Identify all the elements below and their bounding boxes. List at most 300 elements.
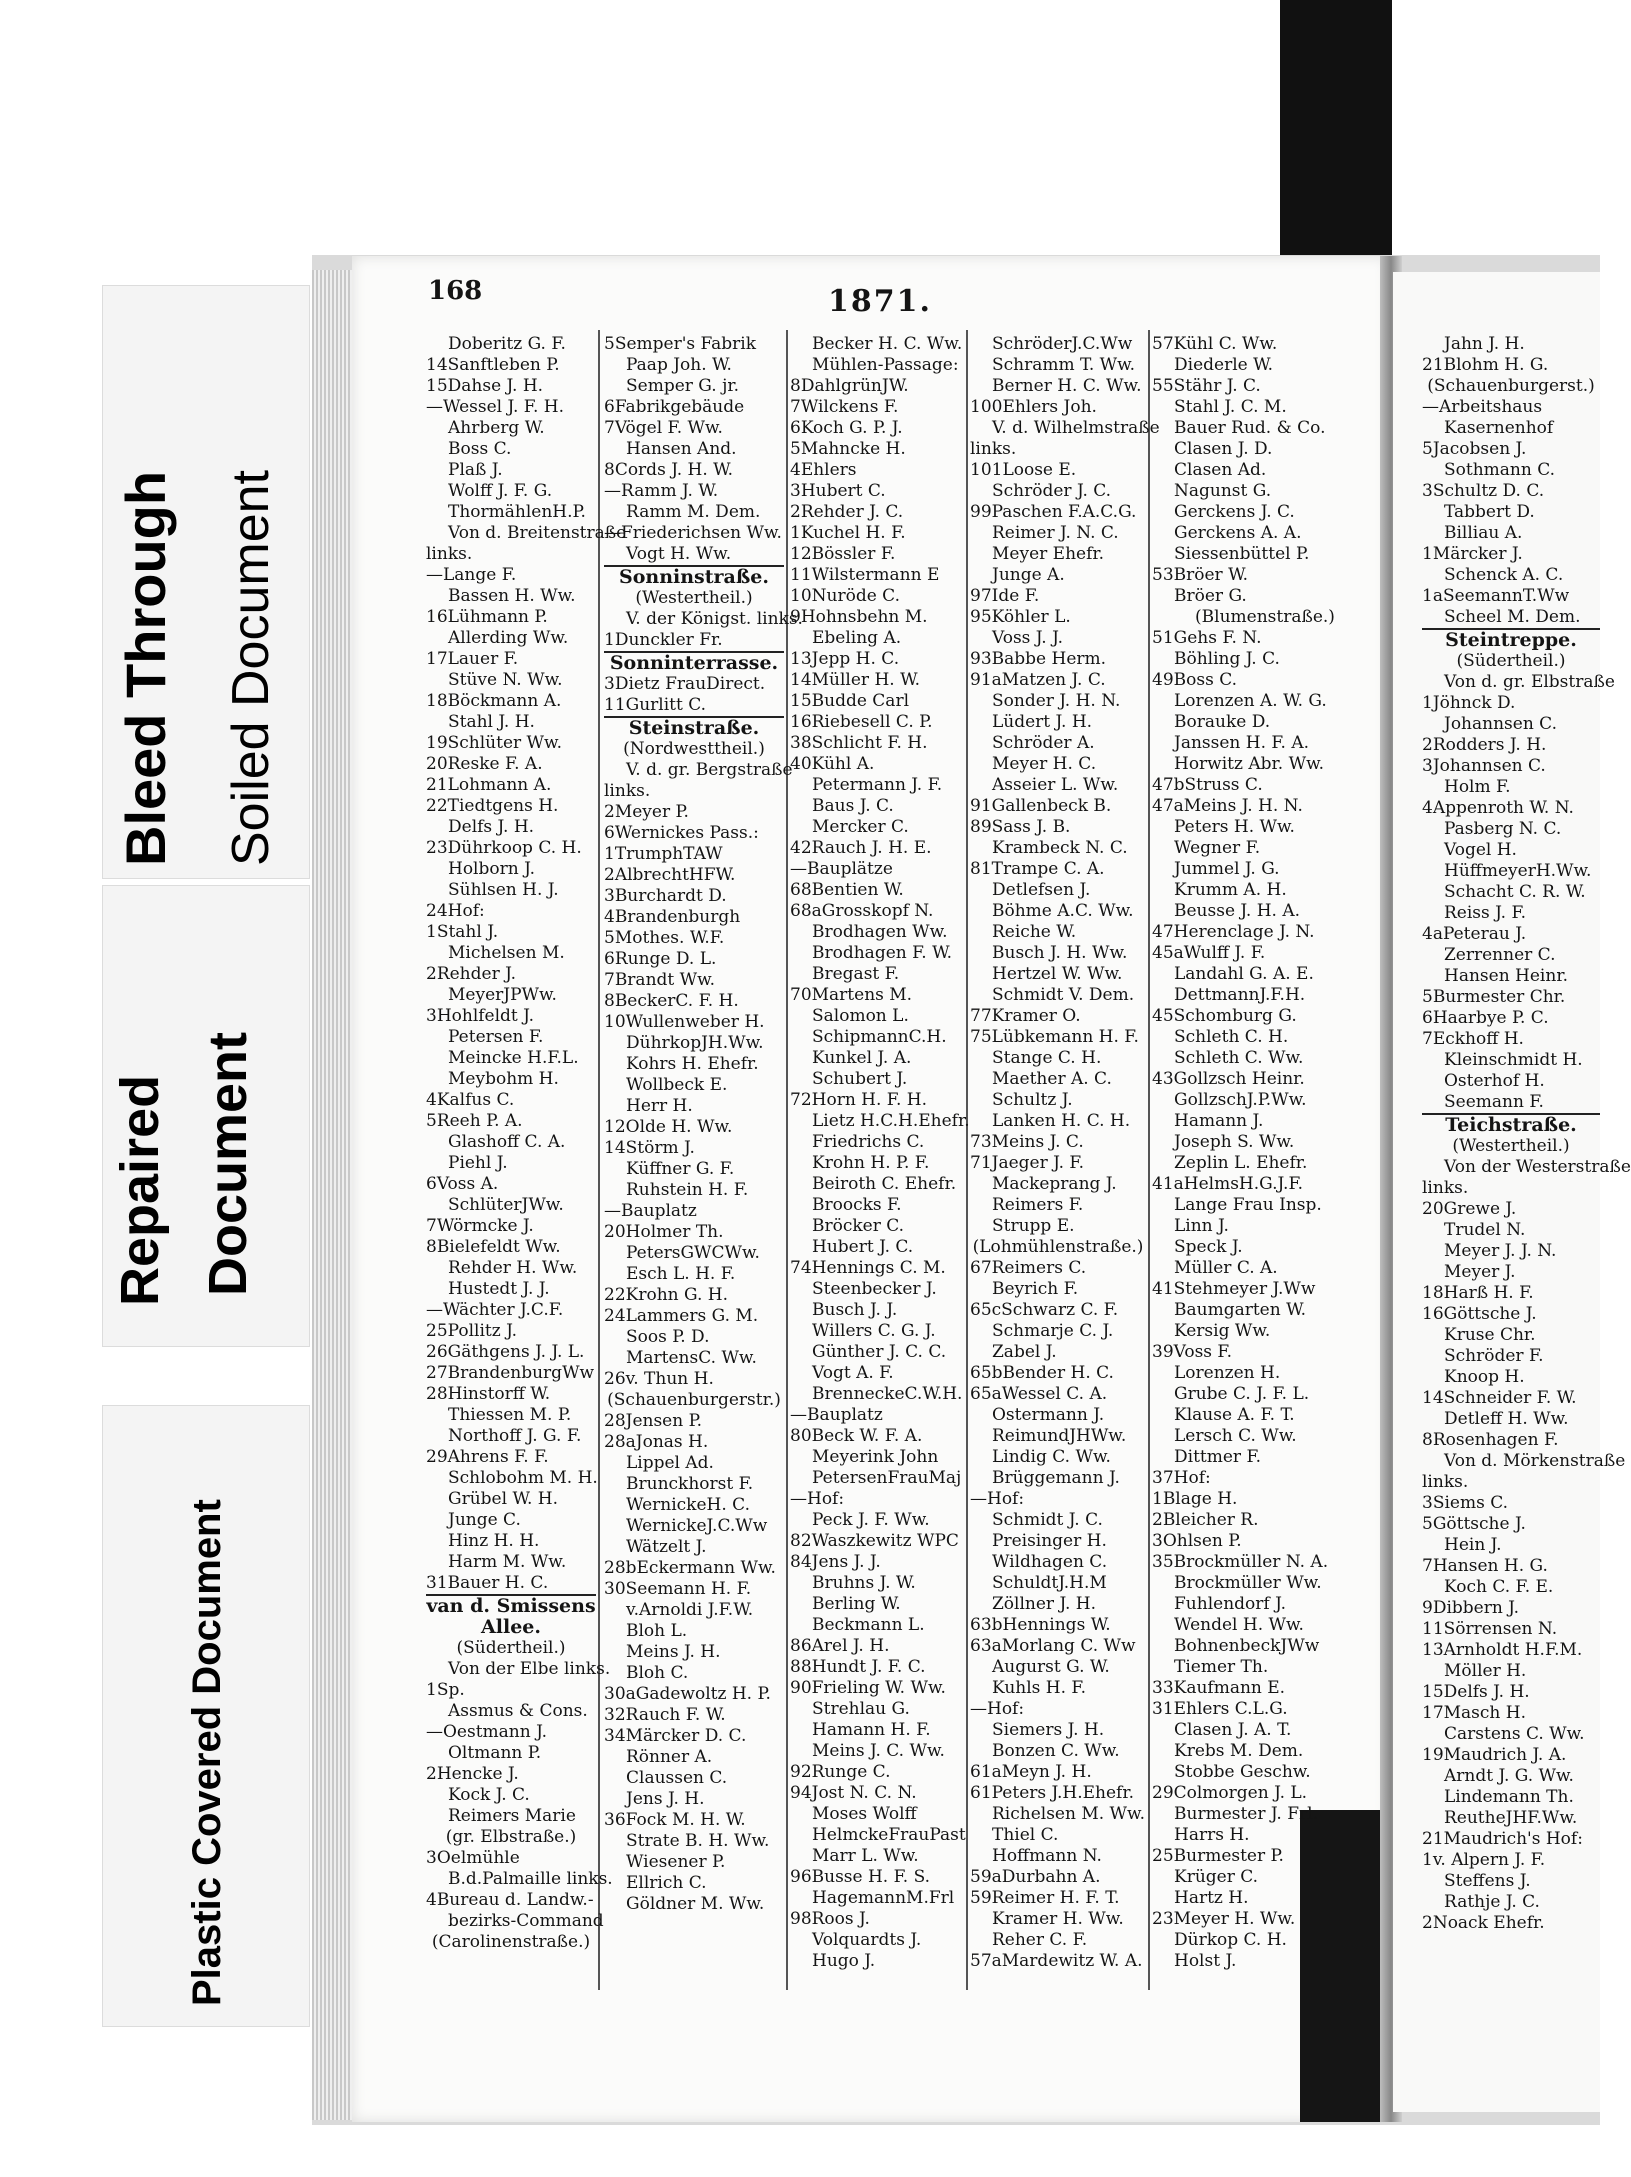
directory-entry: bezirks-Command xyxy=(448,1911,604,1931)
directory-entry: Kramer H. Ww. xyxy=(992,1909,1124,1929)
directory-entry: Schubert J. xyxy=(812,1069,908,1089)
directory-entry: 39Voss F. xyxy=(1152,1342,1232,1362)
directory-entry: V. der Königst. links. xyxy=(626,609,803,629)
directory-entry: 1aSeemannT.Ww xyxy=(1422,586,1570,606)
directory-entry: Bauer Rud. & Co. xyxy=(1174,418,1326,438)
directory-entry: 28Hinstorff W. xyxy=(426,1384,551,1404)
directory-entry: 101Loose E. xyxy=(970,460,1077,480)
column-divider xyxy=(1148,330,1150,1990)
directory-entry: 72Horn H. F. H. xyxy=(790,1090,927,1110)
directory-entry: Krüger C. xyxy=(1174,1867,1259,1887)
street-heading: Allee. xyxy=(481,1616,541,1638)
directory-entry: Holm F. xyxy=(1444,777,1511,797)
directory-entry: Strehlau G. xyxy=(812,1699,910,1719)
directory-entry: —Friederichsen Ww. xyxy=(604,523,782,543)
directory-entry: Stange C. H. xyxy=(992,1048,1102,1068)
directory-entry: Hinz H. H. xyxy=(448,1531,540,1551)
directory-entry: Reimers Marie xyxy=(448,1806,576,1826)
directory-entry: BrenneckeC.W.H. xyxy=(812,1384,963,1404)
directory-entry: Ebeling A. xyxy=(812,628,902,648)
directory-entry: —Hof: xyxy=(970,1699,1025,1719)
directory-entry: 3Schultz D. C. xyxy=(1422,481,1545,501)
directory-entry: 3Hubert C. xyxy=(790,481,886,501)
directory-entry: 65bBender H. C. xyxy=(970,1363,1114,1383)
directory-entry: links. xyxy=(426,544,473,564)
directory-entry: 9Hohnsbehn M. xyxy=(790,607,928,627)
directory-entry: Borauke D. xyxy=(1174,712,1271,732)
directory-entry: Holst J. xyxy=(1174,1951,1237,1971)
directory-entry: 95Köhler L. xyxy=(970,607,1071,627)
directory-entry: 7Wörmcke J. xyxy=(426,1216,534,1236)
directory-entry: Kohrs H. Ehefr. xyxy=(626,1054,759,1074)
directory-entry: 1Sp. xyxy=(426,1680,465,1700)
directory-entry: 55Stähr J. C. xyxy=(1152,376,1261,396)
directory-entry: Wolff J. F. G. xyxy=(448,481,553,501)
directory-entry: 31Ehlers C.L.G. xyxy=(1152,1699,1288,1719)
street-note: (Schauenburgerstr.) xyxy=(607,1390,781,1410)
directory-entry: 22Tiedtgens H. xyxy=(426,796,559,816)
directory-entry: 77Kramer O. xyxy=(970,1006,1081,1026)
directory-entry: 21Lohmann A. xyxy=(426,775,552,795)
directory-entry: 53Bröer W. xyxy=(1152,565,1248,585)
directory-entry: Preisinger H. xyxy=(992,1531,1107,1551)
directory-entry: ReutheJHF.Ww. xyxy=(1444,1808,1578,1828)
directory-entry: Von der Westerstraße xyxy=(1444,1157,1631,1177)
directory-entry: 32Rauch F. W. xyxy=(604,1705,726,1725)
directory-entry: Bruhns J. W. xyxy=(812,1573,916,1593)
directory-entry: PetersGWCWw. xyxy=(626,1243,760,1263)
plastic-covered-label: Plastic Covered Document xyxy=(185,1499,229,2006)
directory-entry: Tiemer Th. xyxy=(1174,1657,1269,1677)
directory-entry: ThormählenH.P. xyxy=(448,502,586,522)
directory-entry: Siessenbüttel P. xyxy=(1174,544,1310,564)
directory-entry: 28aJonas H. xyxy=(604,1432,709,1452)
directory-entry: 10Nuröde C. xyxy=(790,586,900,606)
directory-entry: MartensC. Ww. xyxy=(626,1348,757,1368)
directory-entry: 16Riebesell C. P. xyxy=(790,712,933,732)
directory-entry: 36Fock M. H. W. xyxy=(604,1810,746,1830)
directory-entry: Beusse J. H. A. xyxy=(1174,901,1301,921)
directory-entry: Thiessen M. P. xyxy=(448,1405,572,1425)
directory-entry: —Wächter J.C.F. xyxy=(426,1300,564,1320)
directory-entry: Salomon L. xyxy=(812,1006,909,1026)
directory-entry: ReimundJHWw. xyxy=(992,1426,1127,1446)
directory-entry: Böhling J. C. xyxy=(1174,649,1280,669)
directory-entry: 100Ehlers Joh. xyxy=(970,397,1097,417)
directory-entry: Thiel C. xyxy=(992,1825,1059,1845)
directory-entry: links. xyxy=(970,439,1017,459)
directory-column-3 xyxy=(790,334,970,1972)
street-note: (Westertheil.) xyxy=(1452,1136,1570,1156)
directory-entry: Semper G. jr. xyxy=(626,376,740,396)
directory-entry: 3Siems C. xyxy=(1422,1493,1509,1513)
label-strip-repaired xyxy=(102,885,310,1347)
directory-entry: 6Runge D. L. xyxy=(604,949,717,969)
directory-entry: 27BrandenburgWw xyxy=(426,1363,595,1383)
directory-entry: Volquardts J. xyxy=(812,1930,922,1950)
directory-entry: 99Paschen F.A.C.G. xyxy=(970,502,1137,522)
directory-entry: Stahl J. C. M. xyxy=(1174,397,1287,417)
directory-entry: Esch L. H. F. xyxy=(626,1264,736,1284)
directory-entry: Assmus & Cons. xyxy=(448,1701,588,1721)
directory-entry: Lippel Ad. xyxy=(626,1453,714,1473)
directory-entry: 41Stehmeyer J.Ww xyxy=(1152,1279,1316,1299)
directory-entry: 6Koch G. P. J. xyxy=(790,418,903,438)
directory-entry: Meins J. C. Ww. xyxy=(812,1741,945,1761)
directory-entry: Stahl J. H. xyxy=(448,712,535,732)
directory-entry: 57aMardewitz W. A. xyxy=(970,1951,1143,1971)
directory-entry: Bassen H. Ww. xyxy=(448,586,576,606)
directory-entry: BohnenbeckJWw xyxy=(1174,1636,1320,1656)
directory-entry: Reiche W. xyxy=(992,922,1077,942)
directory-entry: —Bauplatz xyxy=(604,1201,697,1221)
directory-entry: 5Semper's Fabrik xyxy=(604,334,757,354)
directory-entry: 1Stahl J. xyxy=(426,922,499,942)
directory-entry: 2Rodders J. H. xyxy=(1422,735,1547,755)
directory-entry: Hansen Heinr. xyxy=(1444,966,1568,986)
directory-entry: SchuldtJ.H.M xyxy=(992,1573,1107,1593)
directory-entry: 13Arnholdt H.F.M. xyxy=(1422,1640,1583,1660)
directory-entry: links. xyxy=(604,781,651,801)
directory-entry: Mercker C. xyxy=(812,817,909,837)
directory-entry: 82Waszkewitz WPC xyxy=(790,1531,959,1551)
directory-entry: Krambeck N. C. xyxy=(992,838,1128,858)
directory-entry: DührkopJH.Ww. xyxy=(626,1033,764,1053)
directory-entry: 2AlbrechtHFW. xyxy=(604,865,736,885)
directory-entry: Lorenzen A. W. G. xyxy=(1174,691,1327,711)
directory-entry: Kleinschmidt H. xyxy=(1444,1050,1583,1070)
directory-entry: Harrs H. xyxy=(1174,1825,1250,1845)
directory-entry: 3Johannsen C. xyxy=(1422,756,1546,776)
directory-entry: Ellrich C. xyxy=(626,1873,707,1893)
directory-entry: Schultz J. xyxy=(992,1090,1073,1110)
directory-entry: Wätzelt J. xyxy=(626,1537,707,1557)
directory-entry: 5Reeh P. A. xyxy=(426,1111,523,1131)
directory-entry: Clasen J. D. xyxy=(1174,439,1273,459)
directory-entry: Wildhagen C. xyxy=(992,1552,1108,1572)
directory-entry: Sonder J. H. N. xyxy=(992,691,1121,711)
directory-column-1 xyxy=(426,334,627,1953)
directory-entry: Brunckhorst F. xyxy=(626,1474,754,1494)
directory-entry: Wegner F. xyxy=(1174,838,1261,858)
directory-entry: Landahl G. A. E. xyxy=(1174,964,1314,984)
directory-entry: Delfs J. H. xyxy=(448,817,535,837)
directory-entry: Von d. gr. Elbstraße xyxy=(1444,672,1615,692)
directory-entry: Von d. Breitenstraße xyxy=(448,523,627,543)
directory-entry: 6Voss A. xyxy=(426,1174,499,1194)
directory-entry: Sühlsen H. J. xyxy=(448,880,559,900)
directory-entry: Willers C. G. J. xyxy=(812,1321,936,1341)
directory-entry: Knoop H. xyxy=(1444,1367,1525,1387)
directory-entry: Pasberg N. C. xyxy=(1444,819,1562,839)
directory-entry: 22Krohn G. H. xyxy=(604,1285,729,1305)
directory-entry: Augurst G. W. xyxy=(992,1657,1110,1677)
directory-entry: Koch C. F. E. xyxy=(1444,1577,1554,1597)
directory-entry: Schröder F. xyxy=(1444,1346,1544,1366)
column-divider xyxy=(966,330,968,1990)
street-heading: Sonninstraße. xyxy=(604,565,784,588)
directory-entry: Maether A. C. xyxy=(992,1069,1112,1089)
directory-entry: HelmckeFrauPast xyxy=(812,1825,966,1845)
directory-entry: Clasen J. A. T. xyxy=(1174,1720,1292,1740)
directory-entry: Hertzel W. Ww. xyxy=(992,964,1123,984)
directory-entry: —Arbeitshaus xyxy=(1422,397,1543,417)
directory-entry: Busch J. J. xyxy=(812,1300,898,1320)
directory-entry: Scheel M. Dem. xyxy=(1444,607,1581,627)
directory-entry: —Hof: xyxy=(970,1489,1025,1509)
directory-entry: Steenbecker J. xyxy=(812,1279,937,1299)
directory-entry: 4Bureau d. Landw.- xyxy=(426,1890,594,1910)
directory-entry: 3Hohlfeldt J. xyxy=(426,1006,535,1026)
directory-entry: Günther J. C. C. xyxy=(812,1342,947,1362)
directory-entry: Reher C. F. xyxy=(992,1930,1088,1950)
directory-entry: 25Pollitz J. xyxy=(426,1321,518,1341)
directory-entry: Schmidt J. C. xyxy=(992,1510,1103,1530)
directory-entry: Steffens J. xyxy=(1444,1871,1531,1891)
directory-entry: Grübel W. H. xyxy=(448,1489,558,1509)
directory-entry: Lange Frau Insp. xyxy=(1174,1195,1322,1215)
directory-entry: 51Gehs F. N. xyxy=(1152,628,1262,648)
directory-entry: Mühlen-Passage: xyxy=(812,355,959,375)
directory-entry: 35Brockmüller N. A. xyxy=(1152,1552,1329,1572)
directory-entry: Möller H. xyxy=(1444,1661,1527,1681)
soiled-document-label: Soiled Document xyxy=(222,470,280,866)
directory-entry: 1Jöhnck D. xyxy=(1422,693,1516,713)
directory-entry: 81Trampe C. A. xyxy=(970,859,1105,879)
street-note: (Westertheil.) xyxy=(635,588,753,608)
directory-entry: 4aPeterau J. xyxy=(1422,924,1527,944)
directory-entry: Nagunst G. xyxy=(1174,481,1272,501)
directory-entry: 42Rauch J. H. E. xyxy=(790,838,932,858)
directory-entry: Bröcker C. xyxy=(812,1216,905,1236)
directory-entry: 92Runge C. xyxy=(790,1762,891,1782)
directory-entry: Meyerink John xyxy=(812,1447,939,1467)
directory-entry: Gerckens J. C. xyxy=(1174,502,1295,522)
directory-entry: Göldner M. Ww. xyxy=(626,1894,765,1914)
directory-entry: SchröderJ.C.Ww xyxy=(992,334,1133,354)
directory-entry: 33Kaufmann E. xyxy=(1152,1678,1286,1698)
directory-entry: Arndt J. G. Ww. xyxy=(1444,1766,1574,1786)
directory-entry: Zabel J. xyxy=(992,1342,1057,1362)
directory-entry: Lersch C. Ww. xyxy=(1174,1426,1297,1446)
street-heading: van d. Smissens xyxy=(426,1595,596,1617)
street-heading: Teichstraße. xyxy=(1422,1113,1600,1136)
directory-entry: Schmarje C. J. xyxy=(992,1321,1114,1341)
directory-entry: Zöllner J. H. xyxy=(992,1594,1096,1614)
directory-entry: 18Harß H. F. xyxy=(1422,1283,1534,1303)
directory-entry: DettmannJ.F.H. xyxy=(1174,985,1306,1005)
directory-entry: Oltmann P. xyxy=(448,1743,542,1763)
directory-entry: 47aMeins J. H. N. xyxy=(1152,796,1303,816)
directory-entry: Schleth C. Ww. xyxy=(1174,1048,1304,1068)
directory-entry: Piehl J. xyxy=(448,1153,508,1173)
directory-entry: 18Böckmann A. xyxy=(426,691,562,711)
directory-entry: Beiroth C. Ehefr. xyxy=(812,1174,957,1194)
directory-entry: Rathje J. C. xyxy=(1444,1892,1540,1912)
directory-entry: Osterhof H. xyxy=(1444,1071,1545,1091)
directory-entry: Doberitz G. F. xyxy=(448,334,566,354)
directory-entry: 47Herenclage J. N. xyxy=(1152,922,1315,942)
directory-entry: Strupp E. xyxy=(992,1216,1075,1236)
street-note: (Südertheil.) xyxy=(456,1638,566,1658)
directory-entry: Richelsen M. Ww. xyxy=(992,1804,1145,1824)
directory-entry: 12Bössler F. xyxy=(790,544,896,564)
bleed-through-label: Bleed Through xyxy=(114,470,177,866)
directory-entry: 2Bleicher R. xyxy=(1152,1510,1259,1530)
directory-entry: Bregast F. xyxy=(812,964,900,984)
directory-entry: 4Brandenburgh xyxy=(604,907,741,927)
directory-entry: WernickeH. C. xyxy=(626,1495,750,1515)
directory-entry: 86Arel J. H. xyxy=(790,1636,890,1656)
directory-entry: Müller C. A. xyxy=(1174,1258,1278,1278)
directory-column-4 xyxy=(970,334,1160,1972)
directory-entry: 19Maudrich J. A. xyxy=(1422,1745,1567,1765)
directory-entry: 84Jens J. J. xyxy=(790,1552,881,1572)
directory-entry: Hoffmann N. xyxy=(992,1846,1102,1866)
directory-entry: Lüdert J. H. xyxy=(992,712,1093,732)
directory-entry: 1TrumphTAW xyxy=(604,844,723,864)
directory-entry: Baumgarten W. xyxy=(1174,1300,1306,1320)
directory-entry: —Ramm J. W. xyxy=(604,481,719,501)
directory-entry: 1Dunckler Fr. xyxy=(604,630,723,650)
directory-entry: 34Märcker D. C. xyxy=(604,1726,747,1746)
directory-entry: 4Kalfus C. xyxy=(426,1090,515,1110)
directory-entry: Moses Wolff xyxy=(812,1804,917,1824)
directory-entry: 61Peters J.H.Ehefr. xyxy=(970,1783,1135,1803)
directory-entry: Strate B. H. Ww. xyxy=(626,1831,770,1851)
directory-entry: Zeplin L. Ehefr. xyxy=(1174,1153,1308,1173)
directory-entry: Petersen F. xyxy=(448,1027,544,1047)
directory-entry: Siemers J. H. xyxy=(992,1720,1105,1740)
street-heading: Steintreppe. xyxy=(1422,628,1600,651)
directory-entry: Hamann H. F. xyxy=(812,1720,931,1740)
directory-entry: 24Lammers G. M. xyxy=(604,1306,759,1326)
directory-entry: Diederle W. xyxy=(1174,355,1274,375)
directory-entry: Brockmüller Ww. xyxy=(1174,1573,1322,1593)
directory-entry: Meybohm H. xyxy=(448,1069,559,1089)
directory-entry: Schröder A. xyxy=(992,733,1095,753)
directory-entry: 3Oelmühle xyxy=(426,1848,520,1868)
directory-entry: Bloh C. xyxy=(626,1663,689,1683)
directory-entry: 98Roos J. xyxy=(790,1909,870,1929)
directory-entry: Friedrichs C. xyxy=(812,1132,925,1152)
directory-entry: Von d. Mörkenstraße xyxy=(1444,1451,1626,1471)
directory-entry: Glashoff C. A. xyxy=(448,1132,566,1152)
directory-entry: Peters H. Ww. xyxy=(1174,817,1295,837)
directory-entry: Hustedt J. J. xyxy=(448,1279,550,1299)
directory-entry: Detlefsen J. xyxy=(992,880,1091,900)
directory-entry: HüffmeyerH.Ww. xyxy=(1444,861,1592,881)
directory-entry: 80Beck W. F. A. xyxy=(790,1426,923,1446)
directory-entry: 47bStruss C. xyxy=(1152,775,1263,795)
directory-entry: 16Lühmann P. xyxy=(426,607,548,627)
directory-entry: 7Vögel F. Ww. xyxy=(604,418,723,438)
directory-column-5 xyxy=(1152,334,1378,1972)
directory-entry: 2Meyer P. xyxy=(604,802,689,822)
directory-entry: WernickeJ.C.Ww xyxy=(626,1516,768,1536)
directory-column-6 xyxy=(1422,334,1631,1934)
directory-entry: Jummel J. G. xyxy=(1174,859,1280,879)
directory-entry: 73Meins J. C. xyxy=(970,1132,1084,1152)
directory-entry: 41aHelmsH.G.J.F. xyxy=(1152,1174,1303,1194)
directory-entry: 5Göttsche J. xyxy=(1422,1514,1526,1534)
directory-entry: Soos P. D. xyxy=(626,1327,710,1347)
directory-entry: Kasernenhof xyxy=(1444,418,1554,438)
directory-entry: 1Kuchel H. F. xyxy=(790,523,906,543)
directory-entry: 2Rehder J. xyxy=(426,964,516,984)
directory-entry: PetersenFrauMaj xyxy=(812,1468,962,1488)
label-strip-plastic xyxy=(102,1405,310,2027)
directory-entry: 25Burmester P. xyxy=(1152,1846,1284,1866)
directory-entry: Brodhagen F. W. xyxy=(812,943,952,963)
directory-entry: Hubert J. C. xyxy=(812,1237,914,1257)
directory-entry: Clasen Ad. xyxy=(1174,460,1267,480)
directory-entry: 3Ohlsen P. xyxy=(1152,1531,1242,1551)
directory-entry: 45Schomburg G. xyxy=(1152,1006,1297,1026)
directory-entry: Bonzen C. Ww. xyxy=(992,1741,1120,1761)
directory-entry: Hugo J. xyxy=(812,1951,876,1971)
directory-entry: V. d. Wilhelmstraße xyxy=(992,418,1160,438)
directory-entry: Vogel H. xyxy=(1444,840,1517,860)
directory-entry: Carstens C. Ww. xyxy=(1444,1724,1585,1744)
directory-entry: 1Blage H. xyxy=(1152,1489,1238,1509)
directory-entry: 8DahlgrünJW. xyxy=(790,376,909,396)
directory-entry: 1v. Alpern J. F. xyxy=(1422,1850,1546,1870)
directory-entry: Junge C. xyxy=(448,1510,521,1530)
directory-entry: links. xyxy=(1422,1472,1469,1492)
directory-entry: 2Rehder J. C. xyxy=(790,502,904,522)
directory-entry: 17Lauer F. xyxy=(426,649,519,669)
directory-entry: Dittmer F. xyxy=(1174,1447,1261,1467)
directory-entry: GollzschJ.P.Ww. xyxy=(1174,1090,1307,1110)
directory-entry: B.d.Palmaille links. xyxy=(448,1869,613,1889)
directory-entry: 5Jacobsen J. xyxy=(1422,439,1527,459)
directory-entry: Berner H. C. Ww. xyxy=(992,376,1142,396)
directory-entry: Wiesener P. xyxy=(626,1852,726,1872)
directory-entry: 74Hennings C. M. xyxy=(790,1258,946,1278)
directory-entry: Lindemann Th. xyxy=(1444,1787,1574,1807)
directory-entry: Klause A. F. T. xyxy=(1174,1405,1295,1425)
directory-entry: 63aMorlang C. Ww xyxy=(970,1636,1136,1656)
directory-entry: Broocks F. xyxy=(812,1195,902,1215)
directory-entry: Jahn J. H. xyxy=(1444,334,1525,354)
directory-entry: Ramm M. Dem. xyxy=(626,502,761,522)
directory-entry: 7Hansen H. G. xyxy=(1422,1556,1548,1576)
directory-entry: 94Jost N. C. N. xyxy=(790,1783,917,1803)
street-heading: Sonninterrasse. xyxy=(604,651,784,674)
directory-entry: 93Babbe Herm. xyxy=(970,649,1107,669)
directory-entry: Reimers F. xyxy=(992,1195,1084,1215)
directory-entry: Marr L. Ww. xyxy=(812,1846,919,1866)
directory-entry: 38Schlicht F. H. xyxy=(790,733,928,753)
directory-entry: MeyerJPWw. xyxy=(448,985,557,1005)
directory-entry: 68Bentien W. xyxy=(790,880,904,900)
directory-entry: Schröder J. C. xyxy=(992,481,1112,501)
directory-entry: 31Bauer H. C. xyxy=(426,1573,549,1593)
directory-entry: Krumm A. H. xyxy=(1174,880,1287,900)
directory-entry: Speck J. xyxy=(1174,1237,1243,1257)
directory-entry: Reimer J. N. C. xyxy=(992,523,1119,543)
directory-entry: 63bHennings W. xyxy=(970,1615,1111,1635)
directory-entry: V. d. gr. Bergstraße xyxy=(626,760,793,780)
document-label: Document xyxy=(198,1031,258,1296)
street-note: (Carolinenstraße.) xyxy=(431,1932,591,1952)
directory-entry: Vogt H. Ww. xyxy=(626,544,732,564)
street-note: (Lohmühlenstraße.) xyxy=(972,1237,1144,1257)
directory-entry: Busch J. H. Ww. xyxy=(992,943,1128,963)
directory-entry: Berling W. xyxy=(812,1594,901,1614)
directory-entry: 91Gallenbeck B. xyxy=(970,796,1112,816)
